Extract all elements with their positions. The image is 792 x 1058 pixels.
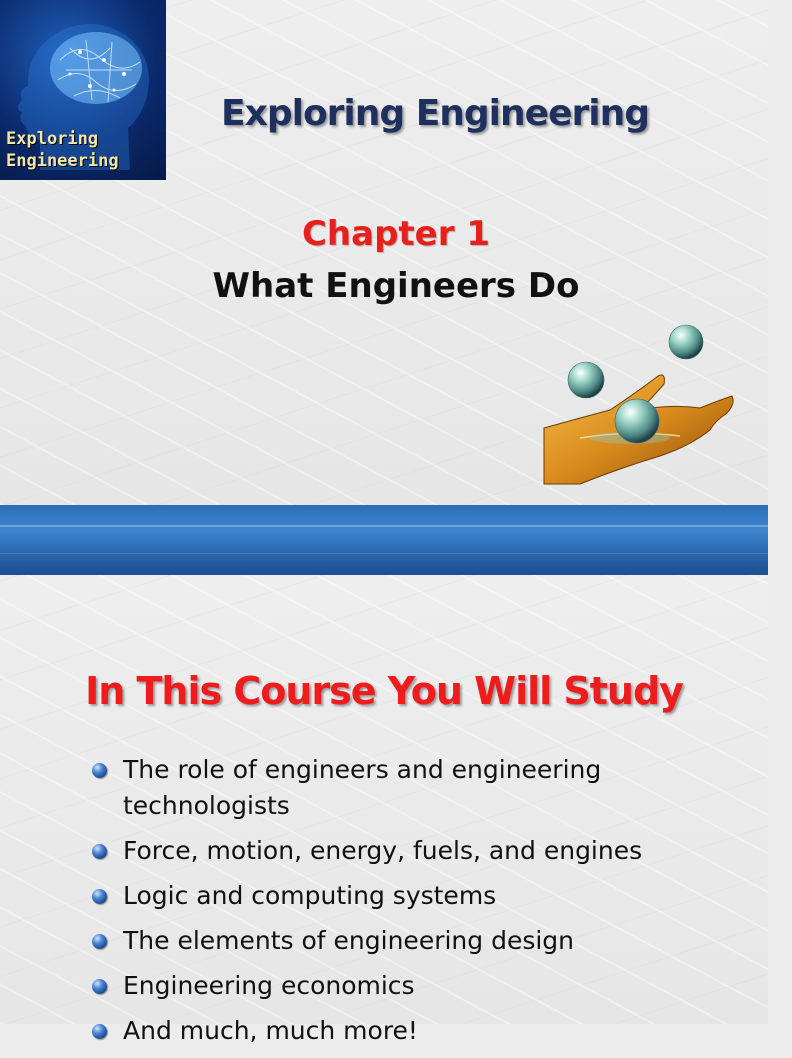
blue-sphere-bullet-icon	[92, 979, 107, 994]
list-item-text: Logic and computing systems	[123, 881, 497, 910]
blue-sphere-bullet-icon	[92, 934, 107, 949]
chapter-title: What Engineers Do	[212, 266, 580, 306]
list-item-text: And much, much more!	[123, 1016, 418, 1045]
blue-sphere-bullet-icon	[92, 1024, 107, 1039]
list-item	[92, 752, 732, 824]
list-item-text: Engineering economics	[123, 971, 415, 1000]
hand-holding-spheres-icon	[540, 318, 740, 488]
list-item	[92, 878, 732, 914]
book-title: Exploring Engineering	[221, 93, 649, 134]
blue-sphere-bullet-icon	[92, 889, 107, 904]
list-item-text: Force, motion, energy, fuels, and engines	[123, 836, 643, 865]
list-item	[92, 833, 732, 869]
topic-list	[92, 752, 732, 1058]
slide-divider	[0, 505, 768, 575]
list-item	[92, 1013, 732, 1049]
chapter-number: Chapter 1	[301, 214, 490, 254]
title-slide	[0, 0, 768, 505]
list-item	[92, 968, 732, 1004]
logo-text-line1: Exploring	[6, 129, 99, 149]
slide-heading: In This Course You Will Study	[85, 669, 683, 713]
logo-text-line2: Engineering	[6, 151, 119, 171]
course-topics-slide	[0, 575, 768, 1045]
blue-sphere-bullet-icon	[92, 763, 107, 778]
list-item	[92, 923, 732, 959]
logo-text	[6, 128, 119, 172]
brain-head-logo-icon	[0, 0, 166, 180]
blue-sphere-bullet-icon	[92, 844, 107, 859]
list-item-text: The role of engineers and engineering technologists	[123, 755, 602, 820]
list-item-text: The elements of engineering design	[123, 926, 575, 955]
